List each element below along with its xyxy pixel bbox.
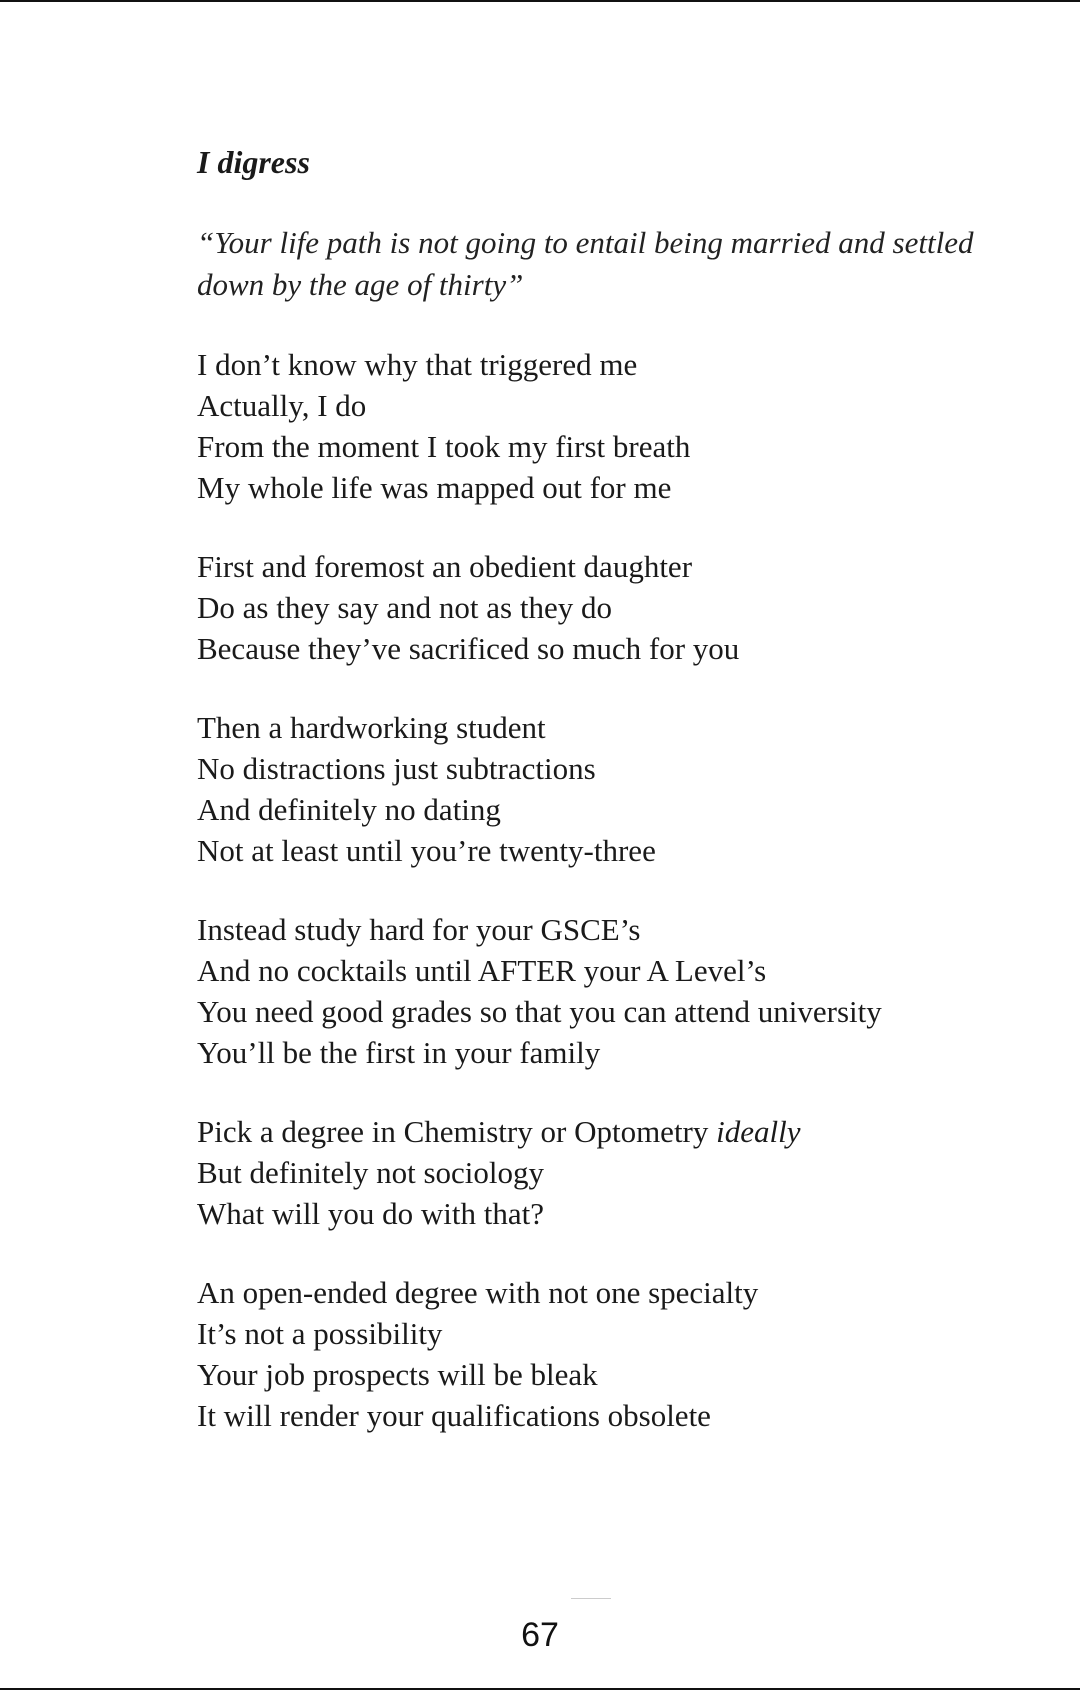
poem-line: It’s not a possibility bbox=[197, 1316, 443, 1351]
poem-line: You need good grades so that you can attend university bbox=[197, 994, 882, 1029]
poem-line: But definitely not sociology bbox=[197, 1155, 544, 1190]
poem-line: You’ll be the first in your family bbox=[197, 1035, 601, 1070]
italic-word: ideally bbox=[716, 1114, 801, 1149]
page-top-border bbox=[0, 0, 1080, 2]
stanza-1 bbox=[197, 344, 1057, 508]
poem-line: It will render your qualifications obsolete bbox=[197, 1398, 711, 1433]
poem-title: I digress bbox=[197, 144, 310, 180]
poem-line: And no cocktails until AFTER your A Level’s bbox=[197, 953, 767, 988]
stanza-2 bbox=[197, 546, 1057, 669]
poem-line: Because they’ve sacrificed so much for you bbox=[197, 631, 740, 666]
poem-line: Not at least until you’re twenty-three bbox=[197, 833, 656, 868]
poem-epigraph bbox=[197, 222, 1057, 306]
stanza-3 bbox=[197, 707, 1057, 871]
poem-line: My whole life was mapped out for me bbox=[197, 470, 672, 505]
page-number-divider bbox=[571, 1598, 611, 1599]
epigraph-line: “Your life path is not going to entail being married and settled bbox=[197, 225, 974, 260]
stanza-6 bbox=[197, 1272, 1057, 1436]
poem-line: First and foremost an obedient daughter bbox=[197, 549, 693, 584]
poem-line bbox=[197, 1111, 1057, 1152]
poem-line: Do as they say and not as they do bbox=[197, 590, 612, 625]
poem-page bbox=[197, 140, 1057, 1436]
poem-line: Actually, I do bbox=[197, 388, 367, 423]
epigraph-line: down by the age of thirty” bbox=[197, 267, 524, 302]
poem-line-text: Pick a degree in Chemistry or Optometry bbox=[197, 1114, 709, 1149]
poem-line: Instead study hard for your GSCE’s bbox=[197, 912, 641, 947]
poem-line: And definitely no dating bbox=[197, 792, 501, 827]
stanza-5 bbox=[197, 1111, 1057, 1234]
poem-line: Then a hardworking student bbox=[197, 710, 546, 745]
poem-line: From the moment I took my first breath bbox=[197, 429, 691, 464]
poem-line: What will you do with that? bbox=[197, 1196, 544, 1231]
stanza-4 bbox=[197, 909, 1057, 1073]
poem-line: Your job prospects will be bleak bbox=[197, 1357, 598, 1392]
poem-line: I don’t know why that triggered me bbox=[197, 347, 638, 382]
poem-line: An open-ended degree with not one specialty bbox=[197, 1275, 759, 1310]
poem-line: No distractions just subtractions bbox=[197, 751, 596, 786]
page-number: 67 bbox=[521, 1616, 559, 1654]
